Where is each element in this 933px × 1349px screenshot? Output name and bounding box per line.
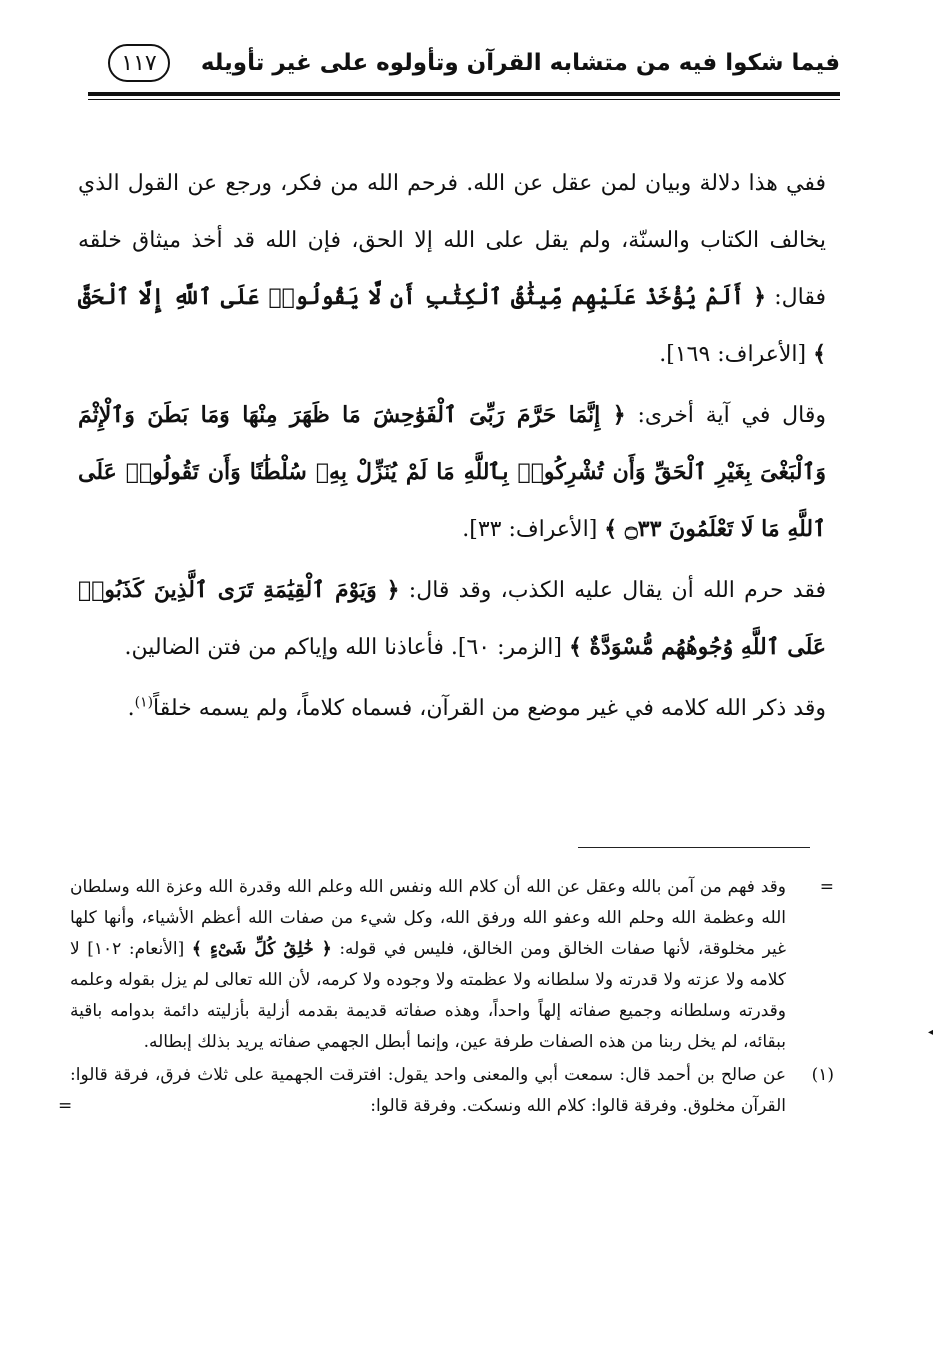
footnote-continuation-text: وقد فهم من آمن بالله وعقل عن الله أن كلام الله ونفس الله وعلم الله وقدرة الله وعزة الله وسلطان الله وعظمة الله وحلم الله وعفو الله ورفق الله، وكل شيء من صفات الله أعظم الأشياء، وأنها كلها غير مخلوقة، لأنها صفات الخالق ومن الخالق، فليس في قوله: xyxy=(70,877,786,959)
header-rule-thin xyxy=(88,99,840,100)
paragraph-3-tail: فأعاذنا الله وإياكم من فتن الضالين. xyxy=(124,635,444,660)
footnote-continuation xyxy=(70,872,840,1058)
page-header xyxy=(88,40,840,96)
paragraph-1 xyxy=(78,155,826,383)
paragraph-4 xyxy=(78,680,826,737)
continuation-marker: = xyxy=(819,877,834,897)
footnote-1-marker: (١) xyxy=(811,1065,834,1085)
running-title: فيما شكوا فيه من متشابه القرآن وتأولوه على غير تأويله xyxy=(200,50,840,76)
footnote-reference-1[interactable]: (١) xyxy=(134,694,154,711)
quran-verse-2: ﴿ إِنَّمَا حَرَّمَ رَبِّىَ ٱلْفَوَٰحِشَ مَا ظَهَرَ مِنْهَا وَمَا بَطَنَ وَٱلْإِثْمَ وَٱلْبَغْىَ بِغَيْرِ ٱلْحَقِّ وَأَن تُشْرِكُوا۟ بِٱللَّهِ مَا لَمْ يُنَزِّلْ بِهِۦ سُلْطَٰنًا وَأَن تَقُولُوا۟ عَلَى ٱللَّهِ مَا لَا تَعْلَمُونَ ۝٣٣ ﴾ xyxy=(78,402,826,542)
footnote-1 xyxy=(58,1060,840,1122)
quran-verse-1: ﴿ أَلَمْ يُؤْخَذْ عَلَيْهِم مِّيثَٰقُ ٱلْكِتَٰبِ أَن لَّا يَقُولُوا۟ عَلَى ٱللَّهِ إِلَّا ٱلْحَقَّ ﴾ xyxy=(78,284,826,367)
footnote-1-text: عن صالح بن أحمد قال: سمعت أبي والمعنى واحد يقول: افترقت الجهمية على ثلاث فرق، فرقة قالوا: القرآن مخلوق. وفرقة قالوا: كلام الله ونسكت. وفرقة قالوا: xyxy=(70,1065,786,1116)
verse-2-reference: [الأعراف: ٣٣]. xyxy=(462,517,598,542)
footnote-quran-verse: ﴿ خَٰلِقُ كُلِّ شَىْءٍ ﴾ xyxy=(191,939,332,959)
verse-1-reference: [الأعراف: ١٦٩]. xyxy=(659,342,807,367)
footnote-separator xyxy=(578,847,810,848)
verse-3-reference: [الزمر: ٦٠]. xyxy=(450,635,562,660)
margin-arrow-icon: ◂ xyxy=(928,1027,933,1038)
paragraph-3 xyxy=(78,562,826,676)
header-rule-thick xyxy=(88,92,840,96)
paragraph-4-end: . xyxy=(127,696,135,721)
footnote-verse-reference: [الأنعام: ١٠٢] xyxy=(87,939,185,959)
page-number-badge: ١١٧ xyxy=(108,44,170,82)
paragraph-1-text: ففي هذا دلالة وبيان لمن عقل عن الله. فرحم الله من فكر، ورجع عن القول الذي يخالف الكتاب والسنّة، ولم يقل على الله إلا الحق، فإن الله قد أخذ ميثاق خلقه فقال: xyxy=(78,171,826,310)
paragraph-2-intro: وقال في آية أخرى: xyxy=(637,403,826,428)
quran-verse-3: ﴿ وَيَوْمَ ٱلْقِيَٰمَةِ تَرَى ٱلَّذِينَ كَذَبُوا۟ عَلَى ٱللَّهِ وُجُوهُهُم مُّسْوَدَّةٌ ﴾ xyxy=(78,577,826,660)
paragraph-2 xyxy=(78,387,826,558)
paragraph-3-intro: فقد حرم الله أن يقال عليه الكذب، وقد قال: xyxy=(408,578,826,603)
paragraph-4-text: وقد ذكر الله كلامه في غير موضع من القرآن، فسماه كلاماً، ولم يسمه خلقاً xyxy=(153,696,826,721)
footnote-continuation-text-2: لا كلامه ولا عزته ولا قدرته ولا سلطانه ولا عظمته ولا وجوده ولا كرمه، لأن الله تعالى لم يزل بقوله وعلمه وقدرته وسلطانه وجميع صفاته إلهاً واحداً، وهذه صفاته قديمة بقدمه أزلية بأزليته دائمة بدوامه باقية ببقائه، لم يخل ربنا من هذه الصفات طرفة عين، وإنما أبطل الجهمي صفاته يريد بذلك إبطاله. xyxy=(70,939,786,1052)
main-text xyxy=(78,155,826,737)
footnotes xyxy=(58,872,840,1122)
footnote-1-continues-marker: = xyxy=(58,1096,73,1116)
